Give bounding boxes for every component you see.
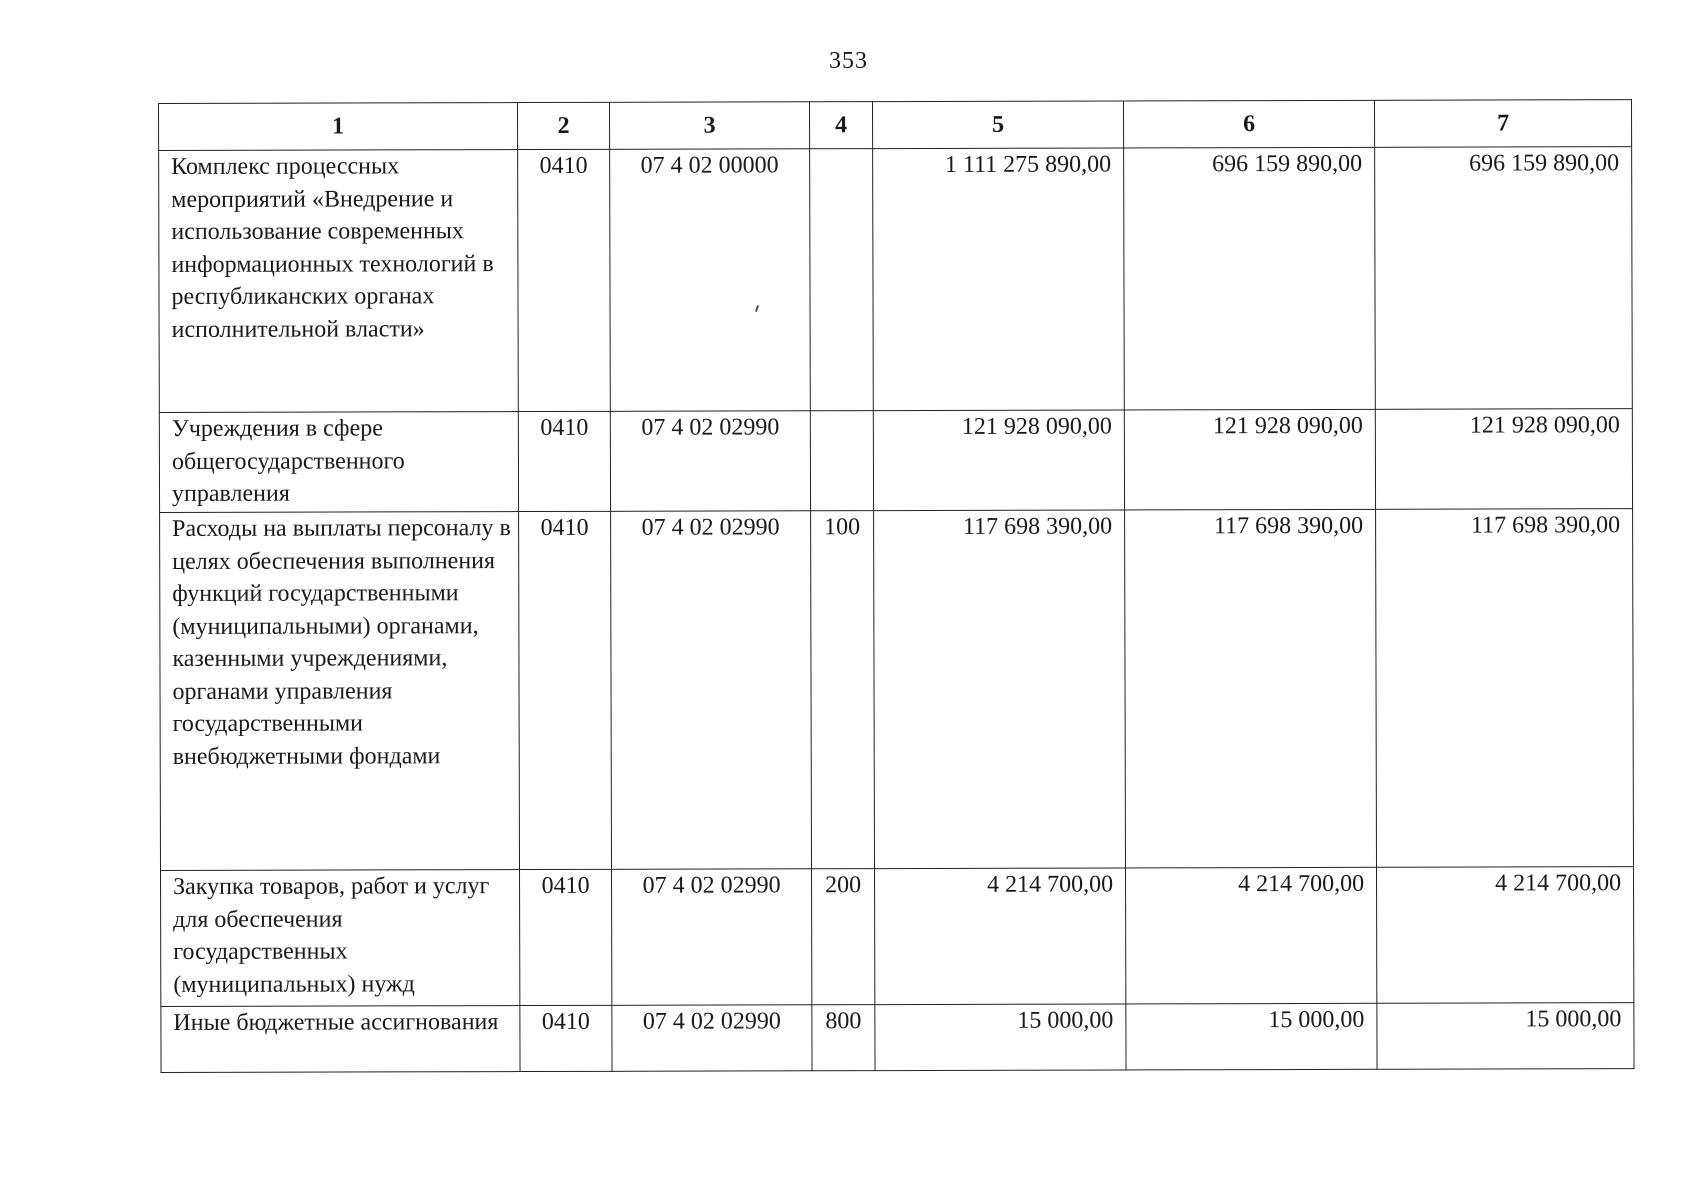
row-amount-3: 4 214 700,00 xyxy=(1377,867,1634,1004)
row-amount-1: 15 000,00 xyxy=(875,1004,1126,1071)
column-header-1: 1 xyxy=(159,103,518,151)
row-expense-type: 800 xyxy=(812,1005,875,1071)
row-target-article: 07 4 02 02990 xyxy=(612,1005,812,1072)
row-target-article: 07 4 02 02990 xyxy=(611,511,812,870)
row-section-code: 0410 xyxy=(520,1005,612,1071)
page-number: 353 xyxy=(829,48,868,74)
row-section-code: 0410 xyxy=(518,149,611,411)
row-amount-3: 121 928 090,00 xyxy=(1375,409,1632,510)
row-expense-type xyxy=(810,149,874,411)
row-name: Расходы на выплаты персоналу в целях обеспечения выполнения функций государственными (муниципальными) органами, казенными учреждениями, органами управления государственными внебюджетными фондами xyxy=(160,512,520,871)
row-name: Учреждения в сфере общегосударственного управления xyxy=(159,412,518,513)
row-amount-1: 1 111 275 890,00 xyxy=(873,148,1125,411)
row-amount-1: 4 214 700,00 xyxy=(875,868,1126,1005)
table-row xyxy=(161,1003,1634,1073)
table-row xyxy=(161,867,1634,1007)
column-header-6: 6 xyxy=(1123,100,1374,148)
row-target-article: 07 4 02 02990 xyxy=(612,869,812,1006)
row-amount-3: 15 000,00 xyxy=(1377,1003,1634,1070)
table-row xyxy=(160,509,1634,871)
row-expense-type: 100 xyxy=(811,511,875,869)
row-expense-type xyxy=(810,411,873,511)
row-target-article: 07 4 02 00000 xyxy=(610,149,811,412)
table-row xyxy=(159,147,1633,413)
column-header-5: 5 xyxy=(872,101,1123,149)
row-section-code: 0410 xyxy=(518,411,610,511)
budget-table xyxy=(158,99,1635,1073)
row-amount-2: 696 159 890,00 xyxy=(1124,147,1376,410)
row-amount-2: 15 000,00 xyxy=(1126,1003,1377,1070)
row-amount-2: 121 928 090,00 xyxy=(1124,409,1375,510)
row-amount-2: 4 214 700,00 xyxy=(1126,867,1377,1004)
row-amount-1: 121 928 090,00 xyxy=(873,410,1124,511)
row-section-code: 0410 xyxy=(520,869,612,1005)
row-amount-3: 696 159 890,00 xyxy=(1375,147,1633,410)
column-header-3: 3 xyxy=(609,102,809,150)
row-expense-type: 200 xyxy=(812,869,875,1005)
row-amount-1: 117 698 390,00 xyxy=(874,510,1126,869)
row-target-article: 07 4 02 02990 xyxy=(610,411,810,512)
table-row xyxy=(159,409,1632,513)
column-header-4: 4 xyxy=(809,102,872,149)
row-name: Закупка товаров, работ и услуг для обеспечения государственных (муниципальных) нужд xyxy=(161,870,520,1007)
table-header-row xyxy=(159,100,1632,151)
row-amount-2: 117 698 390,00 xyxy=(1125,509,1377,868)
row-name: Комплекс процессных мероприятий «Внедрение и использование современных информационных технологий в республиканских органах исполнительной власти» xyxy=(159,150,519,413)
row-name: Иные бюджетные ассигнования xyxy=(161,1006,520,1073)
row-amount-3: 117 698 390,00 xyxy=(1376,509,1634,868)
row-section-code: 0410 xyxy=(519,511,612,869)
column-header-2: 2 xyxy=(518,102,610,149)
column-header-7: 7 xyxy=(1374,100,1631,148)
